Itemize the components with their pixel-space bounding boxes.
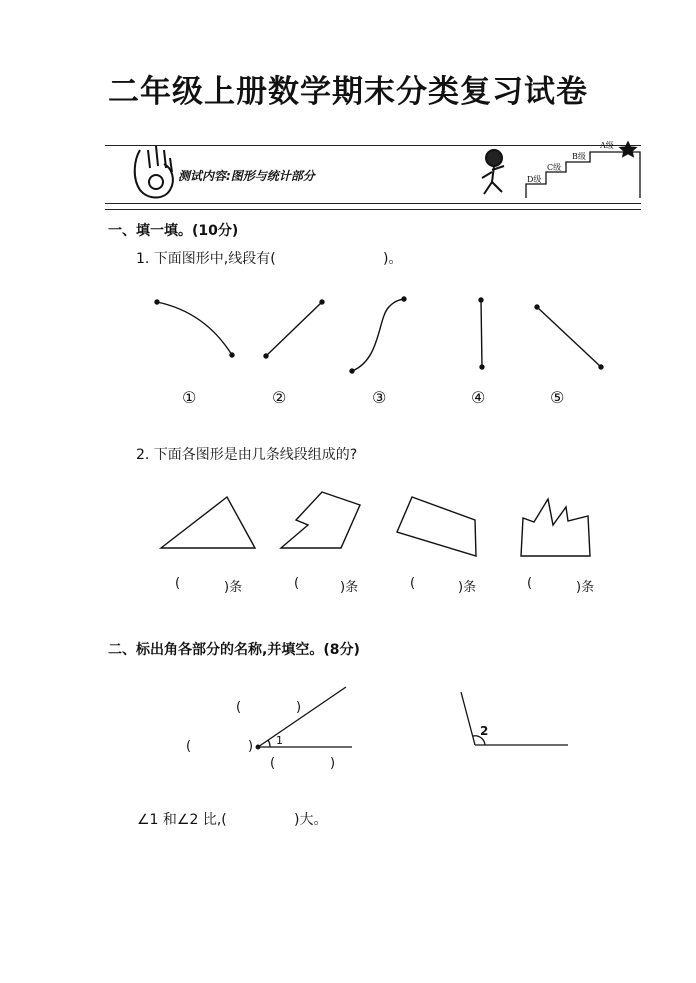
level-c: C级	[547, 163, 562, 172]
answer-1-open: (	[175, 576, 181, 591]
answer-4-open: (	[527, 576, 533, 591]
star-icon	[620, 142, 636, 157]
angle-2-label: 2	[480, 724, 489, 738]
blank-left-close: )	[248, 739, 254, 754]
figure-5-segment	[537, 307, 601, 367]
blank-left-open: (	[186, 739, 192, 754]
shape-crown	[521, 499, 590, 556]
figure-1-endpoint-a	[155, 300, 159, 304]
figure-2-endpoint-a	[264, 354, 268, 358]
running-kid-icon	[482, 150, 504, 194]
angle-1-vertex	[256, 745, 260, 749]
figure-2-segment	[266, 302, 322, 356]
level-a: A级	[600, 141, 614, 150]
figure-3-curve	[352, 299, 404, 371]
shape-quadrilateral	[397, 497, 476, 556]
q1-text-end: )。	[383, 251, 403, 267]
figure-2-endpoint-b	[320, 300, 324, 304]
angle-1-label: 1	[276, 734, 283, 747]
answer-3-open: (	[410, 576, 416, 591]
figure-3-endpoint-a	[350, 369, 354, 373]
angle-1	[256, 687, 352, 749]
figure-1-curve	[157, 302, 232, 355]
figure-1-label: ①	[182, 388, 197, 407]
figure-4-endpoint-a	[479, 298, 483, 302]
section-1-heading: 一、填一填。(10分)	[108, 223, 239, 239]
blank-bottom-close: )	[330, 756, 336, 771]
shape-hexagon	[281, 492, 360, 548]
level-b: B级	[572, 152, 586, 161]
compare-text: ∠1 和∠2 比,(	[137, 812, 227, 828]
angle-2-side-left	[461, 692, 475, 745]
blank-bottom-open: (	[270, 756, 276, 771]
figure-1-endpoint-b	[230, 353, 234, 357]
figure-3-endpoint-b	[402, 297, 406, 301]
angle-1-side-top	[258, 687, 346, 747]
answer-4-close: )条	[576, 580, 595, 595]
answer-2-open: (	[294, 576, 300, 591]
figure-4-endpoint-b	[480, 365, 484, 369]
compare-text-end: )大。	[294, 812, 328, 828]
level-d: D级	[527, 175, 542, 184]
blank-top-close: )	[296, 700, 302, 715]
figure-5-endpoint-b	[599, 365, 603, 369]
figure-4-label: ④	[471, 388, 486, 407]
q2-shapes	[161, 492, 590, 556]
figure-4-segment	[481, 300, 482, 367]
q1-figures	[155, 297, 603, 373]
ok-hand-icon	[135, 146, 173, 198]
section-2-heading: 二、标出角各部分的名称,并填空。(8分)	[108, 642, 360, 658]
q2-text: 2. 下面各图形是由几条线段组成的?	[136, 447, 358, 463]
answer-2-close: )条	[340, 580, 359, 595]
figure-2-label: ②	[272, 388, 287, 407]
answer-1-close: )条	[224, 580, 243, 595]
test-content-label: 测试内容:图形与统计部分	[178, 169, 315, 183]
q1-text: 1. 下面图形中,线段有(	[136, 251, 276, 267]
angle-1-arc	[268, 740, 270, 747]
figure-5-label: ⑤	[550, 388, 565, 407]
angle-2	[461, 692, 568, 745]
page-title: 二年级上册数学期末分类复习试卷	[108, 74, 588, 110]
shape-triangle	[161, 497, 255, 548]
answer-3-close: )条	[458, 580, 477, 595]
figure-3-label: ③	[372, 388, 387, 407]
blank-top-open: (	[236, 700, 242, 715]
figure-5-endpoint-a	[535, 305, 539, 309]
